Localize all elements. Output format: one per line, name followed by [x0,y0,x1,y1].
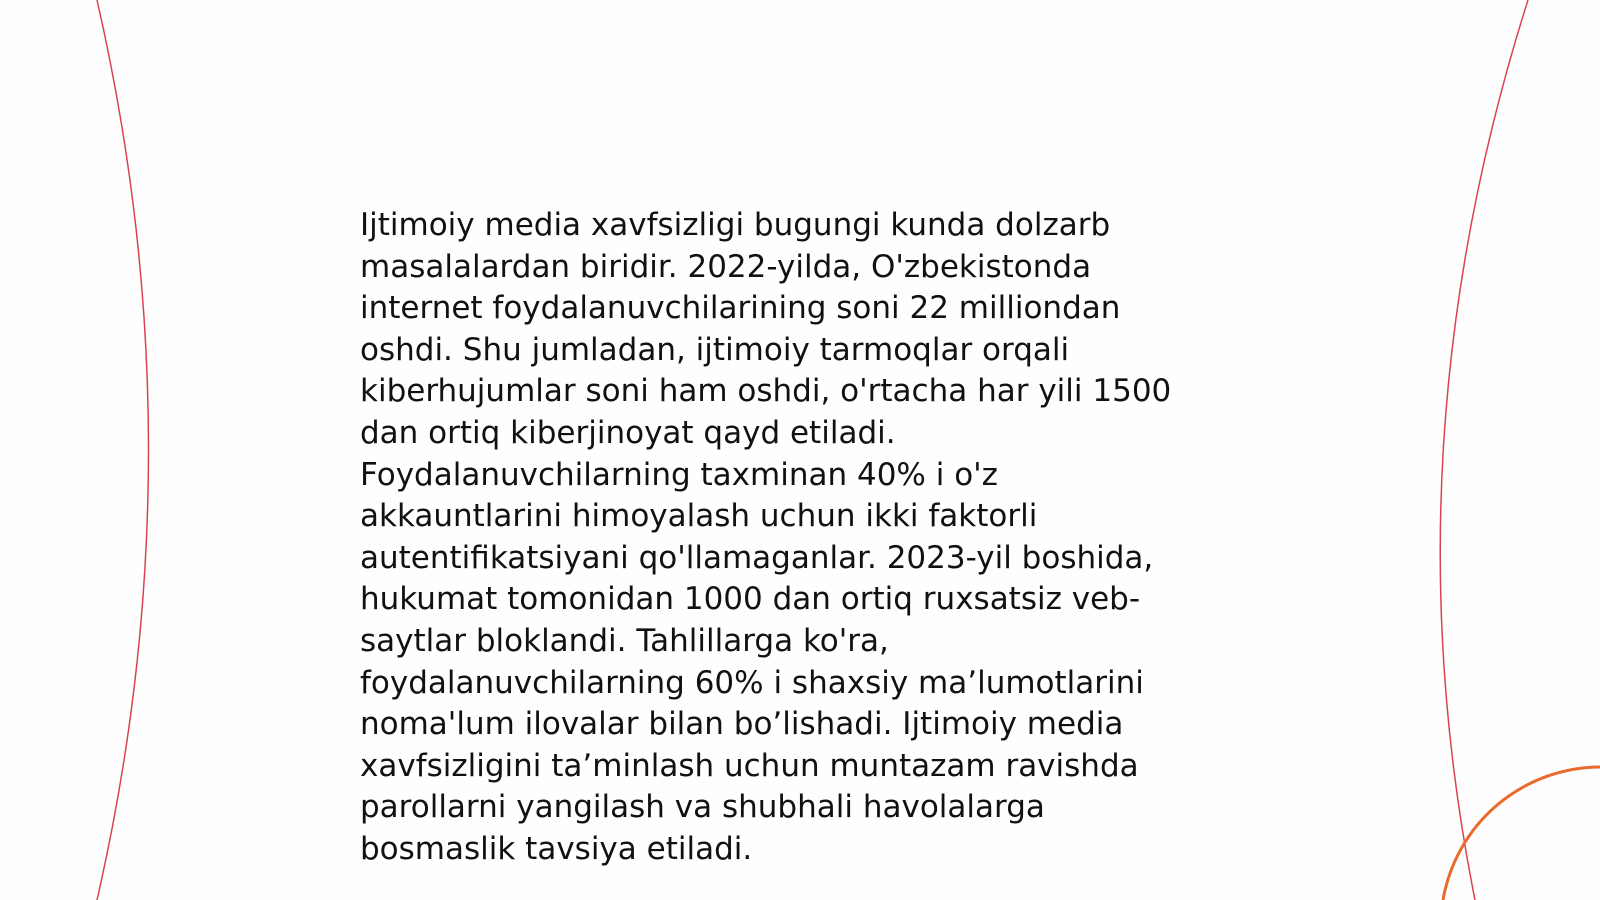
body-line: masalalardan biridir. 2022-yilda, O'zbekistonda [360,248,1092,285]
body-line: parollarni yangilash va shubhali havolalarga [360,789,1045,826]
body-line: bosmaslik tavsiya etiladi. [360,830,753,867]
body-line: dan ortiq kiberjinoyat qayd etiladi. [360,414,896,451]
body-line: kiberhujumlar soni ham oshdi, o'rtacha har yili 1500 [360,373,1172,410]
corner-arc [1443,767,1600,900]
body-line: xavfsizligini ta’minlash uchun muntazam ravishda [360,747,1139,784]
right-curved-line [1440,0,1528,900]
left-curved-line [97,0,149,900]
body-line: internet foydalanuvchilarining soni 22 milliondan [360,290,1121,327]
body-line: autentifikatsiyani qo'llamaganlar. 2023-yil boshida, [360,539,1154,576]
body-line: noma'lum ilovalar bilan bo’lishadi. Ijtimoiy media [360,706,1124,743]
body-line: Ijtimoiy media xavfsizligi bugungi kunda dolzarb [360,207,1111,243]
body-line: oshdi. Shu jumladan, ijtimoiy tarmoqlar orqali [360,331,1070,368]
body-text [360,205,1220,871]
body-line: hukumat tomonidan 1000 dan ortiq ruxsatsiz veb- [360,581,1141,618]
body-line: foydalanuvchilarning 60% i shaxsiy ma’lumotlarini [360,664,1144,701]
body-line: akkauntlarini himoyalash uchun ikki faktorli [360,498,1038,535]
body-line: saytlar bloklandi. Tahlillarga ko'ra, [360,622,889,659]
body-line: Foydalanuvchilarning taxminan 40% i o'z [360,456,998,493]
